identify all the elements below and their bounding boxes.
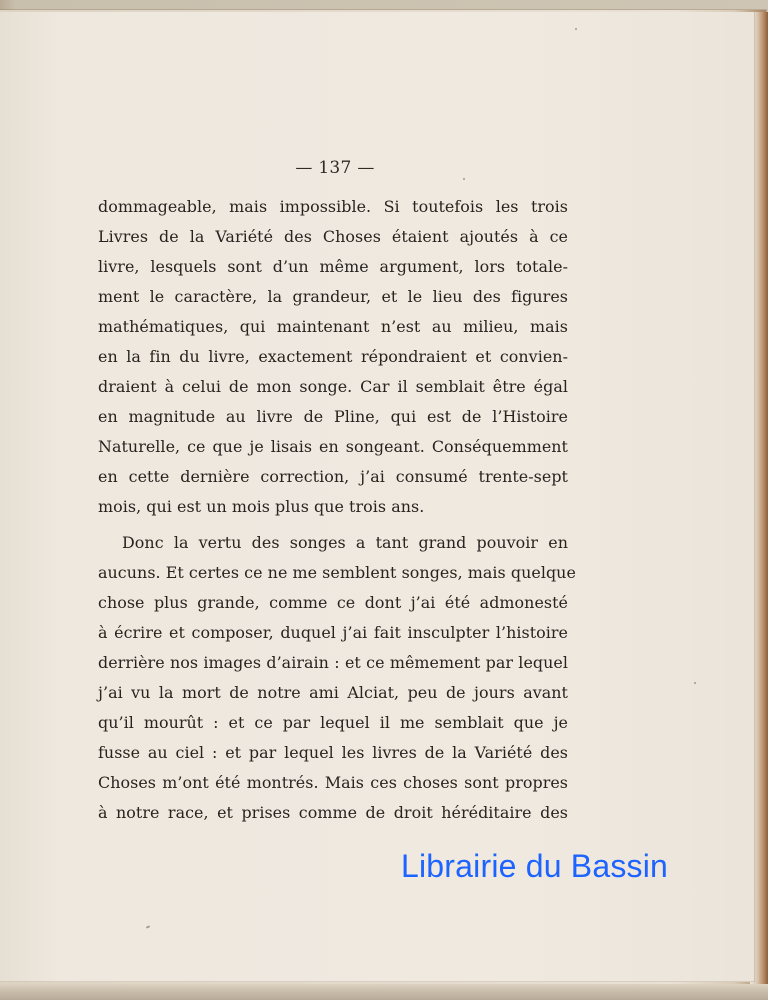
- text-line: mathématiques, qui maintenant n’est au milieu, mais: [98, 317, 568, 336]
- text-line: aucuns. Et certes ce ne me semblent songes, mais quelque: [98, 563, 576, 582]
- text-line: Livres de la Variété des Choses étaient ajoutés à ce: [98, 227, 568, 246]
- paper-speck: [575, 28, 577, 30]
- text-line: Naturelle, ce que je lisais en songeant. Conséquemment: [98, 437, 568, 456]
- text-line: en cette dernière correction, j’ai consumé trente-sept: [98, 467, 568, 486]
- text-line: à notre race, et prises comme de droit héréditaire des: [98, 803, 568, 822]
- paragraph-1: [98, 192, 568, 522]
- text-line: fusse au ciel : et par lequel les livres de la Variété des: [98, 743, 568, 762]
- text-line: à écrire et composer, duquel j’ai fait insculpter l’histoire: [98, 623, 568, 642]
- text-line: ment le caractère, la grandeur, et le lieu des figures: [98, 287, 568, 306]
- text-line: j’ai vu la mort de notre ami Alciat, peu de jours avant: [98, 683, 568, 702]
- paper-speck: [146, 925, 150, 929]
- text-line: en magnitude au livre de Pline, qui est de l’Histoire: [98, 407, 568, 426]
- text-line: draient à celui de mon songe. Car il semblait être égal: [98, 377, 568, 396]
- text-line: derrière nos images d’airain : et ce mêmement par lequel: [98, 653, 568, 672]
- text-line: dommageable, mais impossible. Si toutefois les trois: [98, 197, 568, 216]
- text-line: en la fin du livre, exactement répondraient et convien-: [98, 347, 568, 366]
- text-line: Choses m’ont été montrés. Mais ces choses sont propres: [98, 773, 568, 792]
- text-line: qu’il mourût : et ce par lequel il me semblait que je: [98, 713, 568, 732]
- paragraph-2: [98, 528, 576, 828]
- page-number: — 137 —: [295, 158, 375, 178]
- text-line: Donc la vertu des songes a tant grand pouvoir en: [122, 533, 568, 552]
- book-page: [0, 12, 755, 982]
- text-line: mois, qui est un mois plus que trois ans.: [98, 497, 425, 516]
- page-edge-bottom: [0, 984, 768, 1000]
- page-text: [98, 192, 576, 828]
- paper-speck: [463, 178, 465, 180]
- text-line: livre, lesquels sont d’un même argument, lors totale-: [98, 257, 568, 276]
- paper-speck: [694, 682, 696, 684]
- bookseller-watermark: Librairie du Bassin: [401, 848, 669, 884]
- text-line: chose plus grande, comme ce dont j’ai été admonesté: [98, 593, 568, 612]
